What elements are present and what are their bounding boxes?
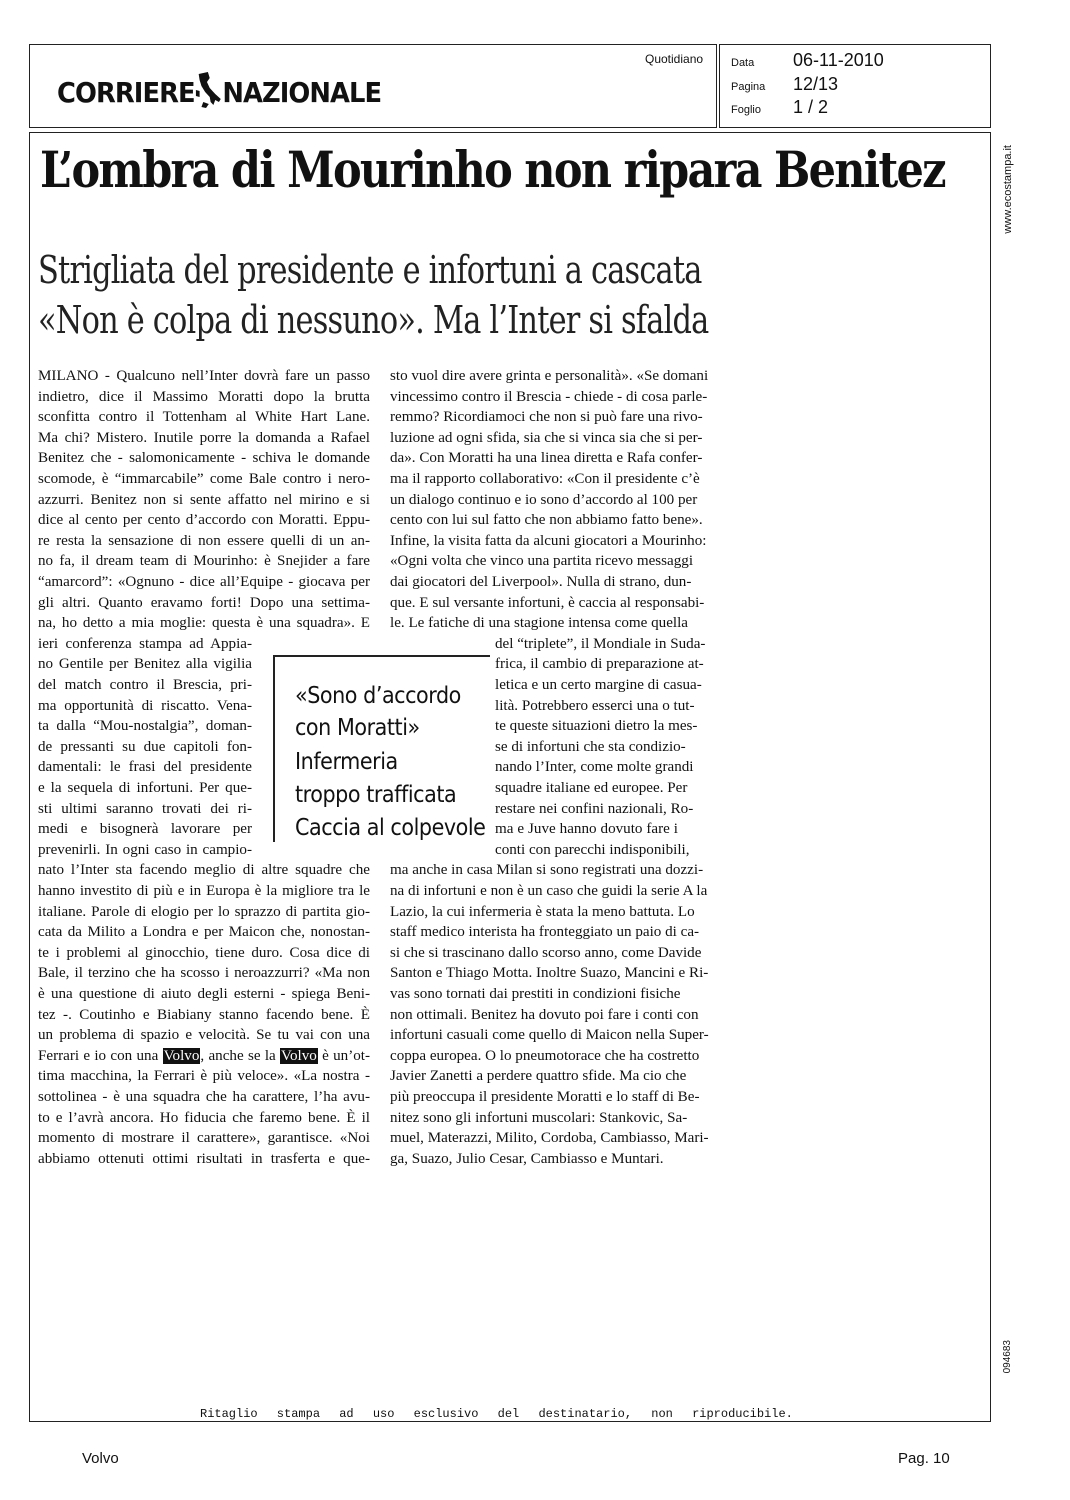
highlight-volvo: Volvo (163, 1047, 200, 1064)
text-line: scomode, è “immarcabile” come Bale contro i nero- (38, 471, 370, 487)
text-line: le. Le fatiche di una stagione intensa come quella (390, 615, 688, 632)
text-line: remmo? Ricordiamoci che non si può fare una rivo- (390, 409, 703, 426)
text-line: hanno investito di più e in Europa è la migliore tra le (38, 883, 370, 899)
text-line: restare nei confini nazionali, Ro- (495, 800, 694, 817)
text-line: tez -. Coutinho e Biabiany stanno facendo bene. È (38, 1006, 370, 1023)
text-line: più preoccupa il presidente Moratti e lo staff di Be- (390, 1089, 700, 1105)
text-line: se di infortuni che sta condizio- (495, 738, 686, 755)
pull-quote (273, 655, 490, 842)
text-line: prevenirli. In ogni caso in campio- (38, 841, 252, 858)
text-line: italiane. Parole di elogio per lo sprazzo di partita gio- (38, 903, 370, 920)
text-line: «Ogni volta che vinco una partita ricevo messaggi (390, 553, 694, 570)
side-code: 094683 (1002, 1340, 1013, 1374)
text-line: vas sono tornati dai prestiti in condizioni fisiche (390, 986, 681, 1002)
text-line: Benitez che - salomonicamente - schiva le domande (38, 450, 370, 467)
text-line: Infine, la visita fatta da alcuni giocatori a Mourinho: (390, 532, 707, 549)
text-line: no Gentile per Benitez alla vigilia (38, 656, 252, 673)
text-line: damentali: le frasi del presidente (38, 759, 252, 776)
text-line: tima macchina, la Ferrari è più veloce». «La nostra - (38, 1068, 370, 1085)
text-line: MILANO - Qualcuno nell’Inter dovrà fare un passo (38, 368, 370, 384)
publication-type: Quotidiano (645, 52, 704, 66)
text-line: non ottimali. Benitez ha dovuto poi fare i conti con (390, 1006, 699, 1023)
text-line: azzurri. Benitez non si sente affatto nel mirino e si (38, 491, 370, 508)
text-line: to e l’avrà ancora. Ho fiducia che faremo bene. È il (38, 1109, 370, 1126)
text-line: conti con parecchi indisponibili, (495, 841, 690, 858)
text-span: Ferrari e io con una (38, 1047, 163, 1064)
text-line: frica, il cambio di preparazione at- (495, 656, 704, 673)
text-line: na, ho detto a mia moglie: questa è una squadra». E (38, 615, 370, 632)
article-subtitle-1: Strigliata del presidente e infortuni a cascata (38, 248, 702, 292)
pull-quote-line: «Sono d’accordo (295, 683, 461, 709)
article-subtitle-2: «Non è colpa di nessuno». Ma l’Inter si sfalda (38, 298, 709, 342)
text-line: nitez sono gli infortuni muscolari: Stankovic, Sa- (390, 1109, 688, 1126)
masthead-logo: CORRIERE NAZIONALE (57, 72, 381, 110)
text-line-volvo (38, 1046, 370, 1067)
text-line: Ma chi? Mistero. Inutile porre la domanda a Rafael (38, 429, 370, 446)
highlight-volvo: Volvo (281, 1047, 317, 1064)
text-line: momento di mostrare il carattere», garantisce. «Noi (38, 1130, 370, 1147)
text-line: infortuni casuali come quello di Maicon nella Super- (390, 1027, 709, 1044)
text-line: sconfitta contro il Tottenham al White Hart Lane. (38, 409, 370, 426)
text-line: Lazio, la cui infermeria è stata la meno battuta. Lo (390, 903, 695, 920)
text-line: de pressanti su due capitoli fon- (38, 738, 252, 755)
text-span: è un’ot- (317, 1047, 370, 1064)
text-line: cento con lui sul fatto che non abbiamo fatto bene». (390, 512, 703, 529)
text-line: ieri conferenza stampa ad Appia- (38, 635, 252, 652)
text-line: Bale, il terzino che ha scosso i neroazzurri? «Ma non (38, 965, 370, 982)
meta-sheet: Foglio 1 / 2 (731, 97, 829, 117)
text-line: e la sequela di infortuni. Per que- (38, 780, 252, 796)
pull-quote-line: Caccia al colpevole (295, 815, 486, 841)
text-line: vincessimo contro il Brescia - chiede - di cosa parle- (390, 388, 708, 405)
text-line: no fa, il dream team di Mourinho: è Snejider a fare (38, 553, 370, 570)
text-line: abbiamo ottenuti ottimi risultati in trasferta e que- (38, 1150, 370, 1167)
text-line: un problema di spazio e velocità. Se tu vai con una (38, 1027, 370, 1044)
text-line: na di infortuni e non è un caso che guidi la serie A la (390, 883, 708, 899)
text-line: coppa europea. O lo pneumotorace che ha costretto (390, 1047, 700, 1064)
page-number: Pag. 10 (898, 1450, 950, 1467)
text-span: , anche se la (200, 1047, 281, 1064)
text-line: sti ultimi saranno trovati dei ri- (38, 800, 252, 817)
client-name: Volvo (82, 1450, 119, 1467)
text-line: te queste situazioni dietro la mes- (495, 718, 698, 735)
text-line: cata da Milito a Londra e per Maicon che, nonostan- (38, 924, 370, 941)
clipping-notice: Ritaglio stampa ad uso esclusivo del destinatario, non riproducibile. (200, 1407, 793, 1421)
text-line: ma anche in casa Milan si sono registrati una dozzi- (390, 862, 704, 879)
text-line: Santon e Thiago Motta. Inoltre Suazo, Mancini e Ri- (390, 965, 709, 982)
text-line: gli altri. Quanto eravamo forti! Dopo una settima- (38, 594, 370, 611)
side-url: www.ecostampa.it (1002, 145, 1014, 234)
text-line: dai giocatori del Liverpool». Nulla di strano, dun- (390, 574, 692, 590)
meta-date: Data 06-11-2010 (731, 50, 884, 70)
text-line: sto vuol dire avere grinta e personalità». «Se domani (390, 368, 709, 384)
text-line: te i problemi al ginocchio, tiene duro. Cosa dice di (38, 944, 370, 961)
text-line: muel, Materazzi, Milito, Cordoba, Cambiasso, Mari- (390, 1130, 709, 1147)
text-line: ma il rapporto collaborativo: «Con il presidente c’è (390, 471, 700, 487)
text-line: ma opportunità di riscatto. Vena- (38, 697, 252, 714)
pull-quote-line: troppo trafficata (295, 782, 457, 808)
text-line: indietro, dice il Massimo Moratti dopo la brutta (38, 388, 370, 405)
text-line: que. E sul versante infortuni, è caccia al responsabi- (390, 594, 705, 611)
text-line: del match contro il Brescia, pri- (38, 677, 252, 693)
text-line: è una questione di aiuto degli esterni - spiega Beni- (38, 986, 370, 1002)
pull-quote-line: Infermeria (295, 749, 398, 775)
text-line: sottolinea - è una squadra che ha carattere, l’ha avu- (38, 1089, 370, 1105)
text-line: si che si trascinano dallo scorso anno, come Davide (390, 944, 702, 961)
text-line: Javier Zanetti a perdere quattro sfide. Ma cio che (390, 1068, 687, 1085)
text-line: nato l’Inter sta facendo meglio di altre squadre che (38, 862, 370, 879)
text-line: luzione ad ogni sfida, sia che si vinca sia che si per- (390, 429, 703, 446)
text-line: da». Con Moratti ha una linea diretta e Rafa confer- (390, 450, 703, 467)
text-line: squadre italiane ed europee. Per (495, 780, 688, 796)
italy-map-icon (195, 72, 223, 110)
pull-quote-line: con Moratti» (295, 715, 420, 741)
text-line: nando l’Inter, come molte grandi (495, 759, 694, 776)
text-line: un dialogo continuo e io sono d’accordo al 100 per (390, 491, 698, 508)
text-line: ma e Juve hanno dovuto fare i (495, 821, 678, 838)
text-line: medi e bisognerà lavorare per (38, 821, 252, 838)
text-line: ga, Suazo, Julio Cesar, Cambiasso e Muntari. (390, 1150, 664, 1167)
text-line: lità. Potrebbero esserci una o tut- (495, 697, 695, 714)
meta-page: Pagina 12/13 (731, 74, 839, 94)
text-line: ta dalla “Mou-nostalgia”, doman- (38, 718, 252, 735)
text-line: dice al cento per cento d’accordo con Moratti. Eppu- (38, 512, 370, 529)
text-line: “amarcord”: «Ognuno - dice all’Equipe - giocava per (38, 574, 370, 590)
text-line: staff medico interista ha fronteggiato un paio di ca- (390, 924, 700, 941)
text-line: del “triplete”, il Mondiale in Suda- (495, 635, 706, 652)
article-title: L’ombra di Mourinho non ripara Benitez (40, 140, 945, 199)
text-line: letica e un certo margine di casua- (495, 677, 702, 693)
text-line: re resta la sensazione di non essere quelli di un an- (38, 532, 370, 549)
